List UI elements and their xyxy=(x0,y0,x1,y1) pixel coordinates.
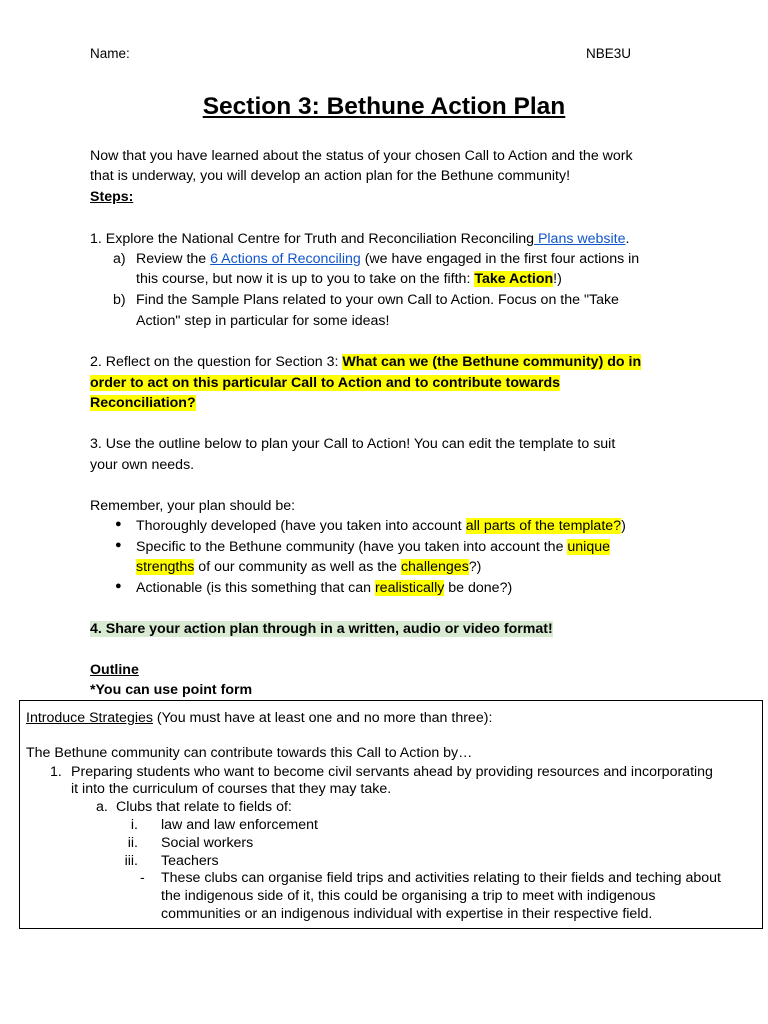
bullet-3-pre: Actionable (is this something that can xyxy=(136,580,375,596)
step-1b-line-2: Action" step in particular for some ideas! xyxy=(136,313,390,329)
item-1-marker: 1. xyxy=(50,764,62,780)
take-action-highlight: Take Action xyxy=(474,271,554,287)
name-label: Name: xyxy=(90,46,130,61)
remember-bullet-2-line-2 xyxy=(136,557,481,578)
step-1b-marker: b) xyxy=(113,292,126,308)
step-1a-marker: a) xyxy=(113,251,126,267)
remember-intro: Remember, your plan should be: xyxy=(90,498,296,514)
step-2-question-3: Reconciliation? xyxy=(90,395,196,411)
bullet-2-pre: Specific to the Bethune community (have you taken into account the xyxy=(136,539,568,555)
step-2-question-2: order to act on this particular Call to Action and to contribute towards xyxy=(90,375,561,391)
roman-item: law and law enforcement xyxy=(161,817,318,833)
outline-note: *You can use point form xyxy=(90,682,253,698)
steps-label: Steps: xyxy=(90,189,134,205)
sub-a-marker: a. xyxy=(96,799,108,815)
outline-label: Outline xyxy=(90,662,139,678)
bullet-1-post: ) xyxy=(621,518,626,534)
sub-a-text: Clubs that relate to fields of: xyxy=(116,799,292,815)
step-3-line-1: 3. Use the outline below to plan your Call to Action! You can edit the template to suit xyxy=(90,436,616,452)
item-1-line-1: Preparing students who want to become civil servants ahead by providing resources and incorporating xyxy=(71,764,713,780)
step-1 xyxy=(90,229,629,250)
roman-item: Teachers xyxy=(161,853,219,869)
step-4-highlight: 4. Share your action plan through in a written, audio or video format! xyxy=(90,621,553,637)
plans-website-link[interactable]: Plans website xyxy=(534,231,626,247)
bullet-3-highlight: realistically xyxy=(374,580,445,596)
step-1a-line-2-pre: this course, but now it is up to you to take on the fifth: xyxy=(136,271,475,287)
six-actions-link[interactable]: 6 Actions of Reconciling xyxy=(210,251,361,267)
bullet-1-pre: Thoroughly developed (have you taken into account xyxy=(136,518,466,534)
bullet-2-post: ?) xyxy=(468,559,482,575)
roman-marker: ii. xyxy=(127,835,138,851)
bullet-3-post: be done?) xyxy=(444,580,513,596)
bullet-icon: ● xyxy=(115,580,122,592)
course-code: NBE3U xyxy=(586,46,632,61)
step-1a-line-2-post: !) xyxy=(553,271,562,287)
dash-marker: - xyxy=(140,870,145,886)
step-1a-line-2 xyxy=(136,269,562,290)
strategies-heading-underlined: Introduce Strategies xyxy=(26,710,153,726)
roman-marker: i. xyxy=(130,817,138,833)
roman-item: Social workers xyxy=(161,835,254,851)
step-1-text: 1. Explore the National Centre for Truth and Reconciliation Reconciling xyxy=(90,231,534,247)
intro-line-2: that is underway, you will develop an action plan for the Bethune community! xyxy=(90,168,571,184)
remember-bullet-3 xyxy=(136,578,512,599)
step-2-line-2 xyxy=(90,373,560,394)
step-1-end: . xyxy=(625,231,630,247)
bullet-2-highlight-2: strengths xyxy=(136,559,195,575)
step-1b-line-1: Find the Sample Plans related to your own Call to Action. Focus on the "Take xyxy=(136,292,619,308)
bullet-2-highlight-1: unique xyxy=(567,539,611,555)
step-1a-post: (we have engaged in the first four actions in xyxy=(360,251,640,267)
step-2-line-3 xyxy=(90,393,196,414)
remember-bullet-2-line-1 xyxy=(136,537,610,558)
roman-marker: iii. xyxy=(124,853,138,869)
bullet-icon: ● xyxy=(115,539,122,551)
strategies-heading xyxy=(26,710,492,728)
step-1a-line-1 xyxy=(136,249,639,270)
step-2-pre: 2. Reflect on the question for Section 3: xyxy=(90,354,343,370)
bullet-1-highlight: all parts of the template? xyxy=(465,518,622,534)
step-2-line-1 xyxy=(90,352,641,373)
strategies-heading-rest: (You must have at least one and no more than three): xyxy=(152,710,493,726)
strategies-lead: The Bethune community can contribute towards this Call to Action by… xyxy=(26,745,473,761)
item-1-line-2: it into the curriculum of courses that they may take. xyxy=(71,781,392,797)
page-title: Section 3: Bethune Action Plan xyxy=(202,93,566,120)
bullet-icon: ● xyxy=(115,518,122,530)
dash-line-2: the indigenous side of it, this could be organising a trip to meet with indigenous xyxy=(161,888,656,904)
bullet-2-mid: of our community as well as the xyxy=(194,559,401,575)
dash-line-3: communities or an indigenous individual with expertise in their respective field. xyxy=(161,906,653,922)
bullet-2-highlight-3: challenges xyxy=(400,559,469,575)
step-2-question-1: What can we (the Bethune community) do in xyxy=(342,354,642,370)
step-1a-pre: Review the xyxy=(136,251,211,267)
remember-bullet-1 xyxy=(136,516,626,537)
dash-line-1: These clubs can organise field trips and activities relating to their fields and teching about xyxy=(161,870,721,886)
step-3-line-2: your own needs. xyxy=(90,457,195,473)
step-4 xyxy=(90,619,553,640)
intro-line-1: Now that you have learned about the status of your chosen Call to Action and the work xyxy=(90,148,633,164)
